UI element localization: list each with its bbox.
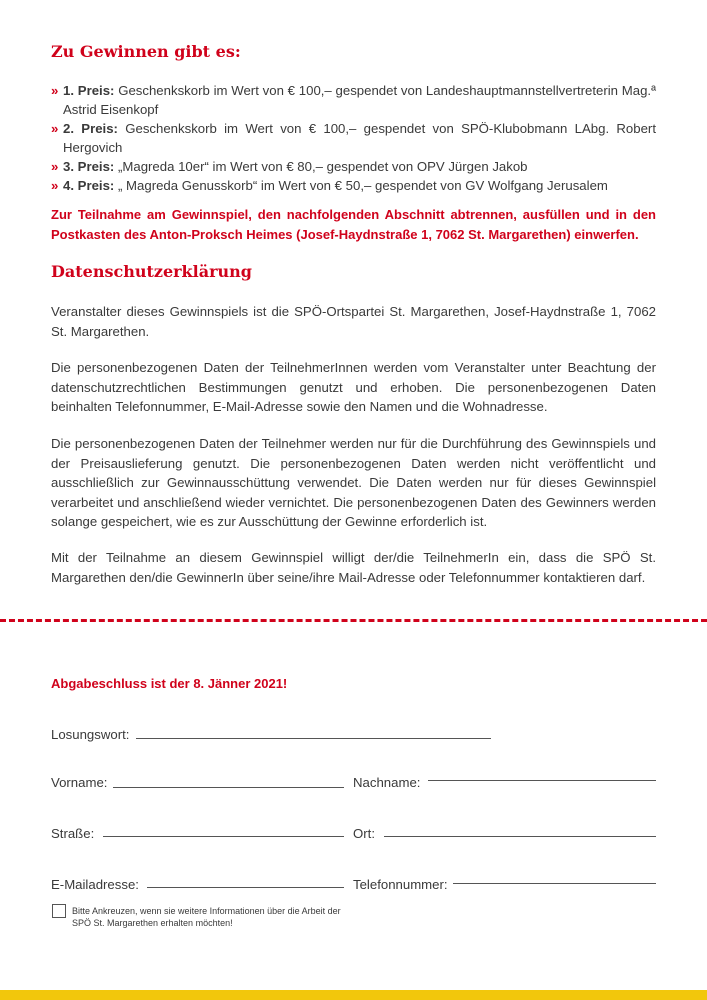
phone-field[interactable] [453,883,656,884]
street-label: Straße: [51,826,95,841]
prize-item-4 [51,176,656,195]
bullet-icon: » [51,83,59,98]
prize-text: „Magreda 10er“ im Wert von € 80,– gespendet von OPV Jürgen Jakob [114,159,528,174]
email-label: E-Mailadresse: [51,877,139,892]
prize-item-1 [51,81,656,119]
participation-notice: Zur Teilnahme am Gewinnspiel, den nachfolgenden Abschnitt abtrennen, ausfüllen und in den Postkasten des Anton-Proksch Heimes (Josef-Haydnstraße 1, 7062 St. Margarethen) einwerfen. [51,207,656,242]
city-label: Ort: [353,826,375,841]
prize-list [51,81,656,195]
prize-item-2 [51,119,656,157]
cut-line-divider [0,619,707,622]
bullet-icon: » [51,178,59,193]
prize-rank: 4. Preis: [63,178,115,193]
bullet-icon: » [51,121,59,136]
prize-item-3 [51,157,656,176]
city-field[interactable] [384,836,656,837]
prize-rank: 1. Preis: [63,83,115,98]
phone-label: Telefonnummer: [353,877,448,892]
email-field[interactable] [147,887,344,888]
prize-rank: 2. Preis: [63,121,118,136]
info-checkbox-label: Bitte Ankreuzen, wenn sie weitere Informationen über die Arbeit der SPÖ St. Margarethen erhalten möchten! [72,906,341,928]
privacy-paragraph-2: Die personenbezogenen Daten der TeilnehmerInnen werden vom Veranstalter unter Beachtung der datenschutzrechtlichen Bestimmungen genutzt und erhoben. Die personenbezogenen Daten beinhalten Telefonnummer, E-Mail-Adresse sowie den Namen und die Wohnadresse. [51,360,656,414]
prize-rank: 3. Preis: [63,159,115,174]
info-checkbox[interactable] [52,904,66,918]
street-field[interactable] [103,836,344,837]
privacy-heading: Datenschutzerklärung [51,262,252,281]
password-label: Losungswort: [51,727,130,742]
firstname-field[interactable] [113,787,344,788]
password-field[interactable] [136,738,491,739]
privacy-paragraph-4: Mit der Teilnahme an diesem Gewinnspiel willigt der/die TeilnehmerIn ein, dass die SPÖ St. Margarethen den/die GewinnerIn über seine/ihre Mail-Adresse oder Telefonnummer kontaktieren darf. [51,550,656,585]
prize-text: Geschenkskorb im Wert von € 100,– gespendet von SPÖ-Klubobmann LAbg. Robert Hergovich [63,121,656,155]
privacy-paragraph-1: Veranstalter dieses Gewinnspiels ist die SPÖ-Ortspartei St. Margarethen, Josef-Haydnstraße 1, 7062 St. Margarethen. [51,304,656,339]
prizes-heading: Zu Gewinnen gibt es: [51,42,241,61]
lastname-label: Nachname: [353,775,421,790]
prize-text: Geschenkskorb im Wert von € 100,– gespendet von Landeshauptmannstellvertreterin Mag.ª Astrid Eisenkopf [63,83,656,117]
deadline-notice: Abgabeschluss ist der 8. Jänner 2021! [51,676,288,691]
prize-text: „ Magreda Genusskorb“ im Wert von € 50,– gespendet von GV Wolfgang Jerusalem [114,178,608,193]
footer-bar [0,990,707,1000]
bullet-icon: » [51,159,59,174]
lastname-field[interactable] [428,780,656,781]
privacy-paragraph-3: Die personenbezogenen Daten der Teilnehmer werden nur für die Durchführung des Gewinnspiels und der Preisauslieferung genutzt. Die personenbezogenen Daten werden nicht veröffentlicht und ausschließlich zur Gewinnausschüttung verwendet. Die Daten werden nur für dieses Gewinnspiel verarbeitet und anschließend wieder vernichtet. Die personenbezogenen Daten des Gewinners werden solange gespeichert, wie es zur Ausschüttung der Gewinne erforderlich ist. [51,436,656,529]
firstname-label: Vorname: [51,775,108,790]
